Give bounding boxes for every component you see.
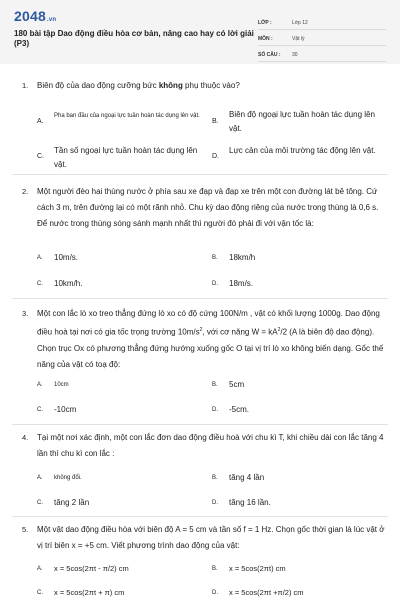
option-letter: B. bbox=[212, 118, 219, 125]
option-text: 18m/s. bbox=[229, 279, 254, 288]
option-letter: A. bbox=[37, 475, 43, 481]
option-letter: D. bbox=[212, 153, 219, 160]
question-number: 4. bbox=[22, 433, 29, 442]
option-text: x = 5cos(2πt + π) cm bbox=[54, 588, 125, 597]
meta-row-class bbox=[258, 16, 386, 30]
meta-value: Vật lý bbox=[292, 35, 305, 42]
option-letter: A. bbox=[37, 382, 43, 388]
option-text: 18km/h bbox=[229, 253, 256, 262]
option-letter: C. bbox=[37, 153, 44, 160]
question-number: 1. bbox=[22, 81, 29, 90]
option-letter: C. bbox=[37, 281, 43, 287]
option-letter: A. bbox=[37, 118, 44, 125]
option-text: Biên độ ngoại lực tuần hoàn tác dụng lên vật. bbox=[229, 110, 375, 133]
option-text: 10km/h. bbox=[54, 279, 83, 288]
option-letter: C. bbox=[37, 500, 43, 506]
option-letter: D. bbox=[212, 281, 218, 287]
option-letter: B. bbox=[212, 475, 218, 481]
option-letter: D. bbox=[212, 407, 218, 413]
option-text: x = 5cos(2πt +π/2) cm bbox=[229, 588, 304, 597]
question-number: 5. bbox=[22, 525, 29, 534]
option-letter: B. bbox=[212, 382, 218, 388]
divider bbox=[12, 298, 388, 299]
option-text: 10m/s. bbox=[54, 253, 79, 262]
question-text: Một con lắc lò xo treo thẳng đứng lò xo có độ cứng 100N/m , vật có khối lượng 1000g. Dao động điều hoà tại nơi có gia tốc trọng trường $10m/s^2$, với cơ năng $W = kA^2/2$ (A là biên độ dao động). Chọn trục Ox có phương thẳng đứng hướng xuống gốc O tại vị trí lò xo không biến dạng. Gốc thế năng của vật có toạ độ: bbox=[37, 309, 384, 369]
option-letter: C. bbox=[37, 590, 43, 596]
option-text: tăng 2 lần bbox=[54, 498, 90, 507]
document-title: 180 bài tập Dao động điều hòa cơ bản, nâng cao hay có lời giải (P3) bbox=[14, 29, 254, 48]
option-text: không đổi. bbox=[54, 475, 82, 481]
meta-label: LỚP : bbox=[258, 19, 272, 26]
option-text: x = 5cos(2πt) cm bbox=[229, 564, 286, 573]
logo-text: 2048 bbox=[14, 8, 46, 24]
question-text: Biên độ của dao động cưỡng bức không phụ thuộc vào? bbox=[37, 81, 240, 90]
option-letter: B. bbox=[212, 566, 218, 572]
option-text: Tần số ngoại lực tuần hoàn tác dụng lên vật. bbox=[54, 146, 198, 169]
site-logo[interactable] bbox=[14, 8, 56, 24]
document-header bbox=[0, 0, 400, 64]
meta-label: MÔN : bbox=[258, 35, 273, 42]
logo-suffix: .vn bbox=[46, 17, 57, 23]
divider bbox=[12, 516, 388, 517]
option-letter: A. bbox=[37, 566, 43, 572]
meta-row-subject bbox=[258, 32, 386, 46]
question-text: Một người đèo hai thùng nước ở phía sau xe đạp và đạp xe trên một con đường lát bê tông. Cứ cách 3 m, trên đường lại có một rãnh nhỏ. Chu kỳ dao động riêng của nước trong thùng là 0,6 s. Để nước trong thùng sóng sánh mạnh nhất thì người đó phải đi với vận tốc là: bbox=[37, 187, 379, 228]
option-text: -10cm bbox=[54, 405, 77, 414]
option-text: -5cm. bbox=[229, 405, 249, 414]
question-number: 2. bbox=[22, 187, 29, 196]
option-text: tăng 16 lần. bbox=[229, 498, 271, 507]
meta-label: SỐ CÂU : bbox=[258, 51, 281, 58]
option-letter: A. bbox=[37, 255, 43, 261]
meta-value: Lớp 12 bbox=[292, 19, 308, 26]
question-text: Một vật dao động điều hòa với biên độ A = 5 cm và tần số f = 1 Hz. Chọn gốc thời gian là lúc vật ở vị trí biên x = +5 cm. Viết phương trình dao động của vật: bbox=[37, 525, 385, 550]
option-text: 5cm bbox=[229, 380, 245, 389]
divider bbox=[12, 424, 388, 425]
meta-table bbox=[258, 16, 386, 64]
question-number: 3. bbox=[22, 309, 29, 318]
option-letter: C. bbox=[37, 407, 43, 413]
divider bbox=[12, 174, 388, 175]
option-letter: D. bbox=[212, 500, 218, 506]
option-text: Lực cản của môi trường tác động lên vật. bbox=[229, 146, 376, 155]
option-letter: B. bbox=[212, 255, 218, 261]
question-text: Tại một nơi xác định, một con lắc đơn dao động điều hoà với chu kì T, khi chiều dài con lắc tăng 4 lần thì chu kì con lắc : bbox=[37, 433, 384, 458]
option-text: tăng 4 lần bbox=[229, 473, 265, 482]
meta-value: 30 bbox=[292, 51, 298, 58]
meta-row-count bbox=[258, 48, 386, 62]
option-text: 10cm bbox=[54, 382, 69, 388]
option-text: Pha ban đầu của ngoại lực tuần hoàn tác dụng lên vật. bbox=[54, 113, 200, 119]
option-text: x = 5cos(2πt - π/2) cm bbox=[54, 564, 129, 573]
option-letter: D. bbox=[212, 590, 218, 596]
